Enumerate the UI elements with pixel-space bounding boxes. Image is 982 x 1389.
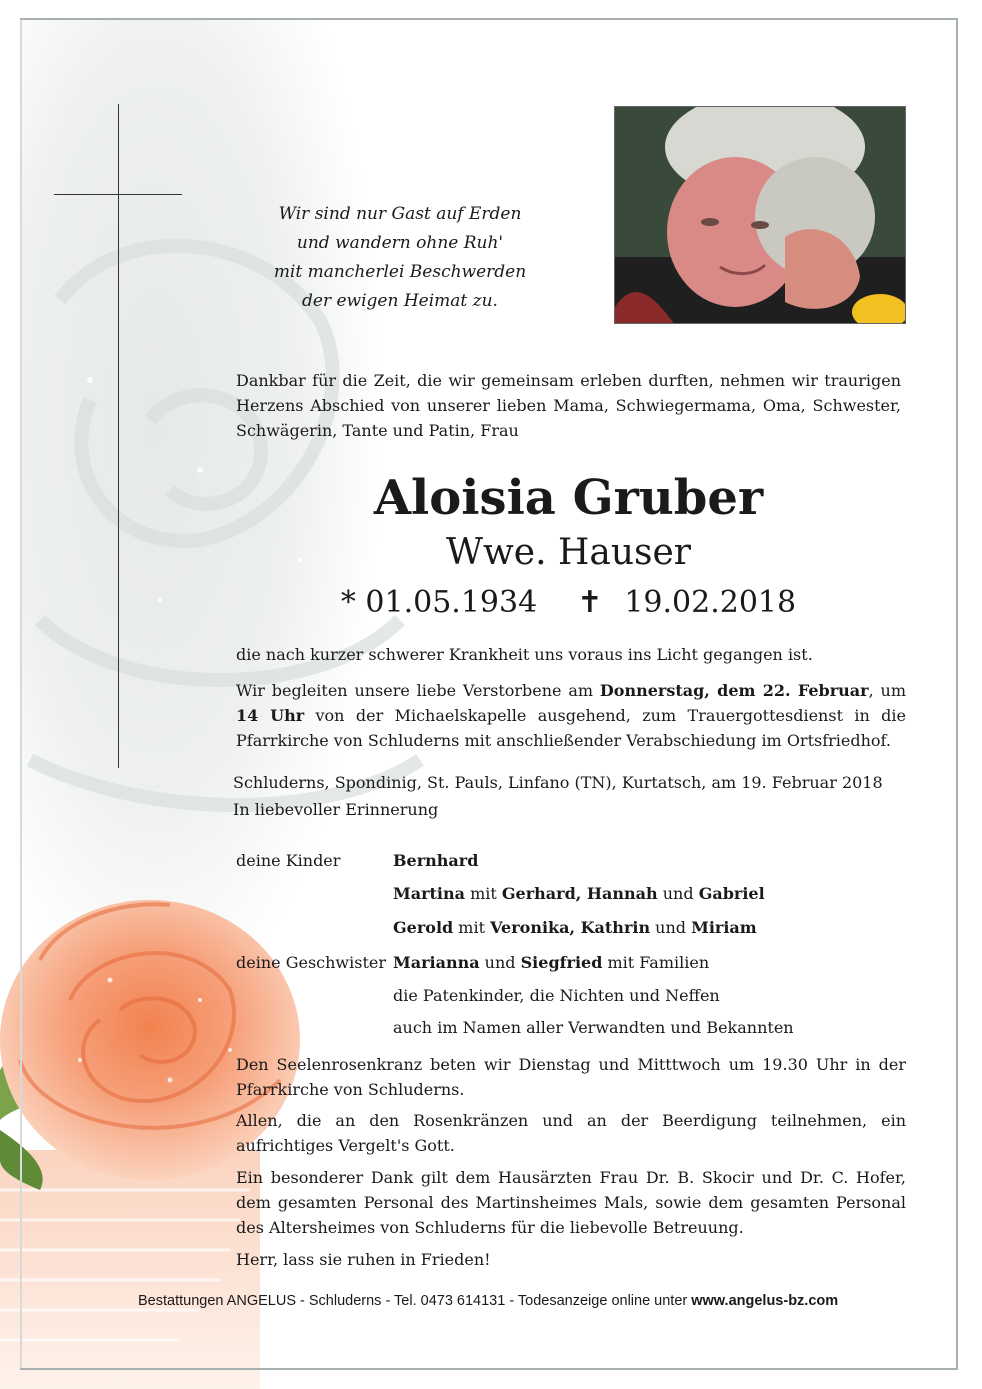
footer-text: Bestattungen ANGELUS - Schluderns - Tel. 0473 614131 - Todesanzeige online unter — [138, 1293, 692, 1309]
birth-date: * 01.05.1934 — [340, 585, 538, 620]
siblings — [393, 951, 709, 975]
thanks-special-text: Ein besonderer Dank gilt dem Hausärzten Frau Dr. B. Skocir und Dr. C. Hofer, dem gesamten Personal des Martinsheimes Mals, sowie dem gesamten Personal des Altersheimes von Schluderns für die liebevolle Betreuung. — [236, 1168, 906, 1237]
child-family: Veronika, Kathrin — [490, 918, 651, 937]
connector: und — [479, 953, 521, 972]
poem-line: und wandern ohne Ruh' — [296, 233, 504, 253]
child-family: Gabriel — [698, 884, 765, 903]
godchildren: die Patenkinder, die Nichten und Neffen — [393, 986, 720, 1005]
cross-symbol-horizontal — [54, 194, 182, 195]
sibling-name: Marianna — [393, 953, 480, 972]
portrait-illustration — [615, 107, 906, 324]
footer-url-link[interactable]: www.angelus-bz.com — [691, 1293, 839, 1309]
cross-symbol-vertical — [118, 104, 119, 768]
poem-line: der ewigen Heimat zu. — [302, 291, 498, 311]
child-family: Gerhard, Hannah — [501, 884, 658, 903]
intro-text: Dankbar für die Zeit, die wir gemeinsam erleben durften, nehmen wir traurigen Herzens Abschied von unserer lieben Mama, Schwiegermama, Oma, Schwester, Schwägerin, Tante und Patin, Frau — [236, 371, 901, 440]
connector: mit — [464, 884, 502, 903]
child-name: Martina — [393, 884, 465, 903]
funeral-text-part: Wir begleiten unsere liebe Verstorbene am — [236, 681, 600, 700]
relatives: auch im Namen aller Verwandten und Bekannten — [393, 1018, 794, 1037]
poem — [250, 200, 550, 316]
death-date: 19.02.2018 — [624, 585, 797, 620]
prayer-text: Herr, lass sie ruhen in Frieden! — [236, 1250, 491, 1269]
funeral-text-part: , um — [868, 681, 906, 700]
thanks-all-text: Allen, die an den Rosenkränzen und an der Beerdigung teilnehmen, ein aufrichtiges Vergelt's Gott. — [236, 1111, 906, 1155]
footer — [138, 1293, 938, 1309]
connector: mit Familien — [602, 953, 710, 972]
poem-line: Wir sind nur Gast auf Erden — [278, 204, 522, 224]
poem-line: mit mancherlei Beschwerden — [273, 262, 527, 282]
deceased-name: Aloisia Gruber — [373, 470, 764, 526]
child-family: Miriam — [691, 918, 757, 937]
child-3 — [393, 916, 757, 940]
children-label: deine Kinder — [236, 851, 341, 870]
connector: mit — [453, 918, 491, 937]
death-cross-icon: ✝ — [577, 585, 603, 620]
child-2 — [393, 882, 765, 906]
funeral-text — [236, 678, 906, 753]
in-memory: In liebevoller Erinnerung — [233, 800, 439, 819]
siblings-label: deine Geschwister — [236, 953, 386, 972]
rosary-text: Den Seelenrosenkranz beten wir Dienstag und Mitttwoch um 19.30 Uhr in der Pfarrkirche von Schluderns. — [236, 1055, 906, 1099]
passed-text: die nach kurzer schwerer Krankheit uns voraus ins Licht gegangen ist. — [236, 645, 813, 664]
funeral-text-part: von der Michaelskapelle ausgehend, zum Trauergottesdienst in die Pfarrkirche von Schluderns mit anschließender Verabschiedung im Ortsfriedhof. — [236, 706, 906, 750]
sibling-name: Siegfried — [520, 953, 603, 972]
places-date: Schluderns, Spondinig, St. Pauls, Linfano (TN), Kurtatsch, am 19. Februar 2018 — [233, 773, 883, 792]
connector: und — [650, 918, 692, 937]
connector: und — [657, 884, 699, 903]
child-1: Bernhard — [393, 851, 479, 870]
child-name: Gerold — [393, 918, 454, 937]
life-dates — [236, 582, 901, 624]
funeral-hour: 14 Uhr — [236, 706, 305, 725]
portrait-photo — [614, 106, 906, 324]
deceased-maiden-name: Wwe. Hauser — [445, 532, 692, 573]
funeral-day: Donnerstag, dem 22. Februar — [599, 681, 869, 700]
